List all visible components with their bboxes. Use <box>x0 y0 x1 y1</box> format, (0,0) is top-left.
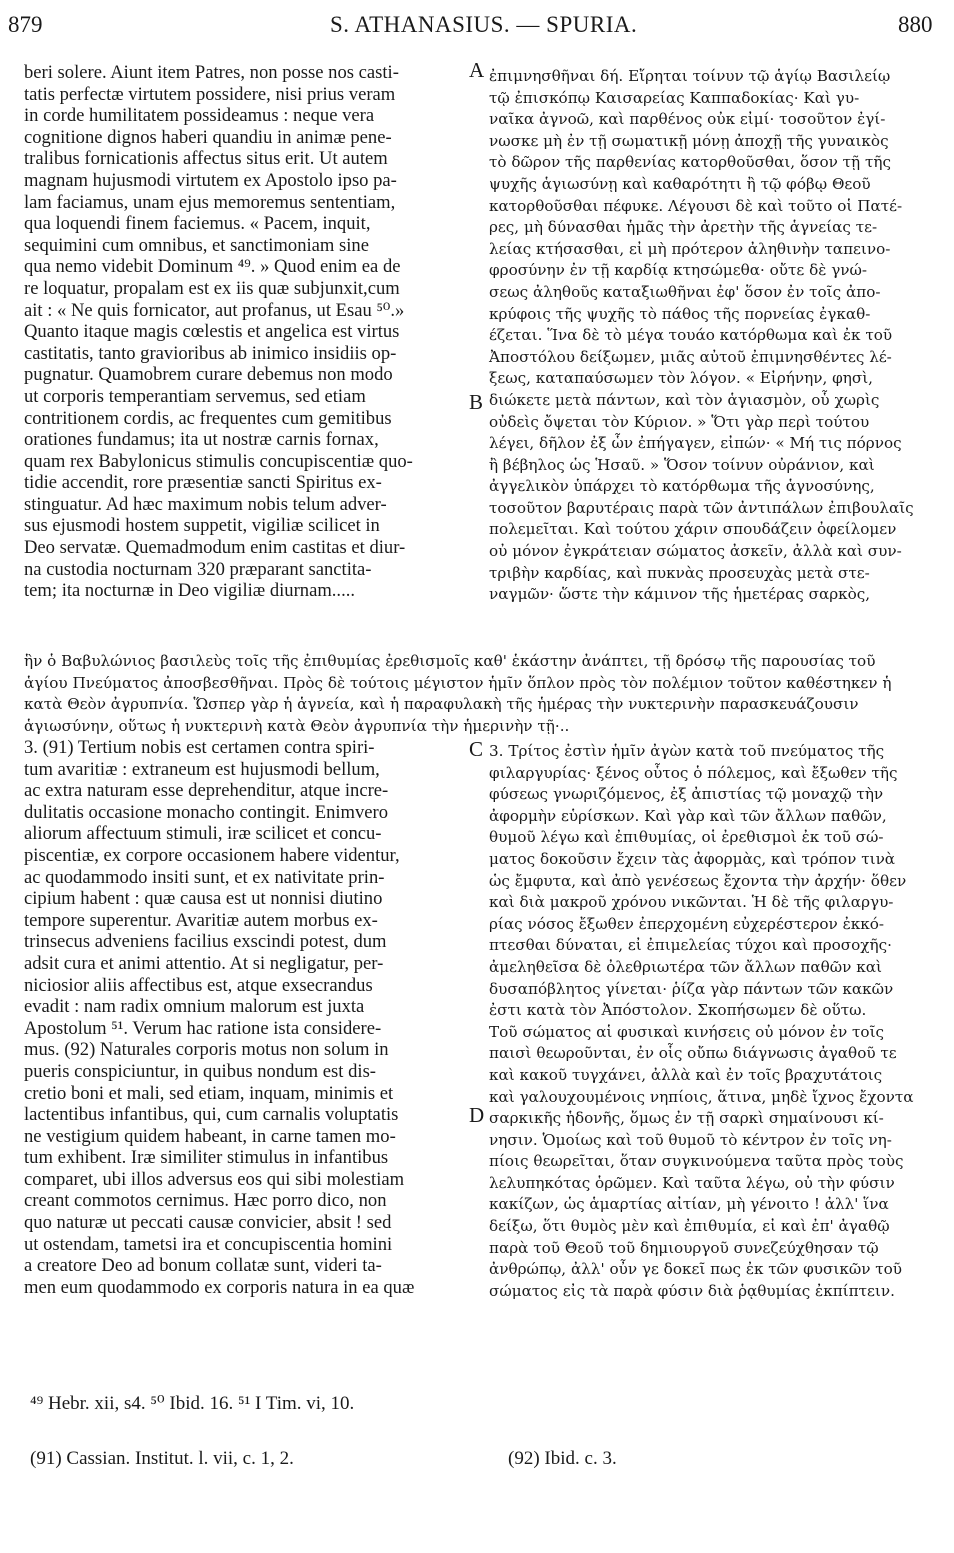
greek-line: ψυχῆς ἁγιωσύνῃ καὶ καθαρότητι ἢ τῷ φόβῳ Θεοῦ <box>489 174 871 193</box>
latin-line: adsit cura et animi attentio. At si negligatur, per- <box>24 952 384 974</box>
latin-line: lactentibus infantibus, qui, cum carnalis voluptatis <box>24 1104 399 1126</box>
greek-line: τῷ ἐπισκόπῳ Καισαρείας Καππαδοκίας· Καὶ γυ- <box>489 88 860 107</box>
latin-line: tatis perfectæ virtutem possidere, nisi prius veram <box>24 83 396 105</box>
scripture-footnotes: ⁴⁹ Hebr. xii, s4. ⁵⁰ Ibid. 16. ⁵¹ I Tim. vi, 10. <box>30 1393 355 1414</box>
latin-line: pueris conspiciuntur, in quibus nondum est dis- <box>24 1060 376 1082</box>
greek-line: σεως ἀληθοῦς καταξιωθῆναι ἐφ' ὅσον ἐν τοῖς ἀπο- <box>489 282 881 301</box>
latin-line: lam faciamus, unam ejus memoremus sententiam, <box>24 191 396 213</box>
latin-line: cognitione dignos haberi quandiu in animæ pene- <box>24 126 392 148</box>
greek-line: σαρκικῆς ἡδονῆς, ὅμως ἐν τῇ σαρκὶ σημαίνουσι κί- <box>489 1109 884 1128</box>
greek-line: δείξω, ὅτι θυμὸς μὲν καὶ ἐπιθυμία, εἰ καὶ ἐπ' ἀγαθῷ <box>489 1217 890 1236</box>
greek-line: κρύφοις τῆς ψυχῆς τὸ πάθος τῆς πορνείας ἐγκαθ- <box>489 304 871 323</box>
page-number-right: 880 <box>898 12 933 37</box>
latin-line: ut ostendam, tametsi ira et concupiscentia homini <box>24 1233 393 1255</box>
latin-line: cipium habent : quæ causa est ut nonnisi diutino <box>24 888 383 910</box>
greek-line: κακίζων, ὡς ἁμαρτίας αἰτίαν, μὴ γένοιτο ! ἀλλ' ἵνα <box>489 1195 889 1214</box>
greek-column-lower <box>489 741 933 1302</box>
latin-line: pugnatur. Quamobrem curare debemus non modo <box>24 364 393 386</box>
greek-line: ἐπιμνησθῆναι δή. Εἴρηται τοίνυν τῷ ἁγίῳ Βασιλείῳ <box>489 67 891 85</box>
latin-line: creant commotos cernimus. Hæc porro dico, non <box>24 1190 387 1212</box>
greek-line: 3. Τρίτος ἐστὶν ἡμῖν ἀγὼν κατὰ τοῦ πνεύματος τῆς <box>489 742 885 760</box>
latin-line: ac quodammodo insiti sunt, et ex nativitate prin- <box>24 866 385 888</box>
greek-line: καὶ γαλουχουμένοις νηπίοις, ἅτινα, μηδὲ ἴχνος ἔχοντα <box>489 1087 914 1106</box>
latin-line: dulitatis occasione monacho contingit. Enimvero <box>24 801 389 823</box>
greek-line: καὶ κακοῦ τυγχάνει, ἀλλὰ καὶ ἐν τοῖς βραχυτάτοις <box>489 1065 883 1084</box>
greek-line: τριβὴν καρδίας, καὶ πυκνὰς προσευχὰς μετὰ στε- <box>489 563 870 582</box>
latin-line: trinsecus adveniens facilius exscindi potest, dum <box>24 931 387 953</box>
latin-line: tralibus fornicationis affectus situs erit. Ut autem <box>24 148 388 170</box>
latin-line: contritionem cordis, ac frequentes cum gemitibus <box>24 407 392 429</box>
greek-line: ἢ βέβηλος ὡς Ἡσαῦ. » Ὅσον τοίνυν οὐράνιον, καὶ <box>489 455 875 474</box>
latin-line: aliorum affectuum stimuli, iræ scilicet et concu- <box>24 823 382 845</box>
greek-line: ἀγγελικὸν ὑπάρχει τὸ κατόρθωμα τῆς ἁγνοσύνης, <box>489 477 875 496</box>
latin-line: na custodia nocturnam 320 præparant sanctita- <box>24 558 372 580</box>
latin-line: evadit : nam radix omnium malorum est juxta <box>24 996 365 1018</box>
greek-line: οὐδεὶς ὄψεται τὸν Κύριον. » Ὅτι γὰρ περὶ τούτου <box>489 412 870 431</box>
greek-line: παισὶ θεωροῦνται, ἐν οἷς οὔπω διάγνωσις ἀγαθοῦ τε <box>489 1044 897 1063</box>
latin-line: sequimini cum omnibus, et sanctimoniam sine <box>24 234 369 256</box>
latin-line: mus. (92) Naturales corporis motus non solum in <box>24 1039 389 1061</box>
greek-line: ἀμεληθεῖσα δὲ ὀλεθριωτέρα τῶν ἄλλων παθῶν καὶ <box>489 957 882 976</box>
greek-line: νωσκε μὴ ἐν τῇ σωματικῇ μόνῃ ἀποχῇ τῆς γυναικὸς <box>489 131 889 150</box>
latin-line: quam rex Babylonicus stimulis concupiscentiæ quo- <box>24 450 413 472</box>
margin-marker-a: A <box>469 58 485 82</box>
greek-line: ἁγίου Πνεύματος ἀποσβεσθῆναι. Πρὸς δὲ τούτοις μέγιστον ἡμῖν ὅπλον πρὸς τὸν πολέμιον τοῦτον καθέστηκεν ἡ <box>24 673 892 692</box>
latin-line: comparet, ubi illos adversus eos qui sibi molestiam <box>24 1168 405 1190</box>
latin-line: Quanto itaque magis cœlestis et angelica est virtus <box>24 321 400 343</box>
greek-line: παρὰ τοῦ Θεοῦ τοῦ δημιουργοῦ συνεζεύχθησαν τῷ <box>489 1238 879 1257</box>
greek-line: έζεται. Ἵνα δὲ τὸ μέγα τουάο κατόρθωμα καὶ ἐκ τοῦ <box>489 326 893 345</box>
latin-line: 3. (91) Tertium nobis est certamen contra spiri- <box>24 737 375 758</box>
latin-line: Deo servatæ. Quemadmodum enim castitas et diur- <box>24 537 406 559</box>
greek-line: ναγμῶν· ὥστε τὴν κάμινον τῆς ἡμετέρας σαρκὸς, <box>489 585 871 604</box>
latin-line: magnam hujusmodi virtutem ex Apostolo ipso pa- <box>24 169 397 191</box>
latin-line: stinguatur. Ad hæc maximum nobis telum adver- <box>24 493 387 515</box>
latin-line: quo naturæ ut peccati causæ convicier, absit ! sed <box>24 1212 392 1234</box>
latin-line: ac extra naturam esse deprehenditur, atque incre- <box>24 780 389 802</box>
latin-line: Apostolum ⁵¹. Verum hac ratione ista considere- <box>24 1017 382 1039</box>
greek-line: ἁγιωσύνην, οὕτως ἡ νυκτερινὴ κατὰ Θεὸν ἀγρυπνία τὴν ἡμερινὴν τῇ·.. <box>24 716 570 735</box>
greek-line: δυσαπόβλητος γίνεται· ῥίζα γὰρ πάντων τῶν κακῶν <box>489 979 894 998</box>
greek-line: πίοις θεωρεῖται, ὅταν συγκινούμενα ταῦτα πρὸς τοὺς <box>489 1152 904 1171</box>
greek-line: Τοῦ σώματος αἱ φυσικαὶ κινήσεις οὐ μόνον ἐν τοῖς <box>489 1022 885 1041</box>
greek-line: ἀφορμὴν εὑρίσκων. Καὶ γὰρ καὶ τῶν ἄλλων παθῶν, <box>489 806 887 825</box>
greek-line: ἣν ὁ Βαβυλώνιος βασιλεὺς τοῖς τῆς ἐπιθυμίας ἐρεθισμοῖς καθ' ἑκάστην ἀνάπτει, τῇ δρόσῳ τῆς παρουσίας τοῦ <box>24 652 876 670</box>
greek-line: τοσοῦτον βαρυτέραις παρὰ τῶν ἀντιπάλων ἐπιβουλαῖς <box>489 498 914 517</box>
greek-line: λελυπηκότας ὁρῶμεν. Καὶ ταῦτα λέγω, οὐ τὴν φύσιν <box>489 1173 895 1192</box>
latin-line: tum exhibent. Iræ similiter stimulus in infantibus <box>24 1147 389 1169</box>
greek-line: πολεμεῖται. Καὶ τούτου χάριν σπουδάζειν ὀφείλομεν <box>489 520 897 539</box>
running-title: S. ATHANASIUS. — SPURIA. <box>330 12 638 37</box>
greek-line: διώκετε μετὰ πάντων, καὶ τὸν ἁγιασμὸν, οὗ χωρὶς <box>489 390 880 409</box>
latin-line: qua loquendi finem faciemus. « Pacem, inquit, <box>24 213 371 235</box>
latin-line: cretio boni et mali, sed etiam, inquam, minimis et <box>24 1082 394 1104</box>
margin-marker-b: B <box>469 390 484 414</box>
greek-line: ἀνθρώπῳ, ἀλλ' οὖν γε δοκεῖ πως ἐκ τῶν φυσικῶν τοῦ <box>489 1260 903 1279</box>
greek-line: ἐστι κατὰ τὸν Ἀπόστολον. Σκοπήσωμεν δὲ οὕτω. <box>489 1001 867 1020</box>
greek-line: οὐ μόνον ἐγκράτειαν σώματος ἀσκεῖν, ἀλλὰ καὶ συν- <box>489 542 902 561</box>
latin-line: orationes fundamus; ita ut nostræ carnis fornax, <box>24 429 379 451</box>
greek-line: ρες, μὴ δύνασθαι ἡμᾶς τὴν ἀρετὴν τῆς ἁγνείας τε- <box>489 218 878 237</box>
latin-column-lower <box>24 737 464 1298</box>
greek-column-upper <box>489 66 933 606</box>
greek-fullwidth-passage <box>24 651 934 737</box>
greek-line: τὸ δῶρον τῆς παρθενίας κατορθοῦσθαι, ὅσον τῇ τῆς <box>489 153 891 172</box>
latin-line: a creatore Deo ad bonum collatæ sunt, videri ta- <box>24 1255 382 1277</box>
latin-line: beri solere. Aiunt item Patres, non posse nos casti- <box>24 62 399 83</box>
greek-line: λείας κτήσασθαι, εἰ μὴ πρότερον ἀληθινὴν ταπεινο- <box>489 239 891 258</box>
greek-line: Ἀποστόλου δείξωμεν, μιᾶς αὐτοῦ ἐπιμνησθέντες λέ- <box>489 347 892 366</box>
greek-line: νησιν. Ὁμοίως καὶ τοῦ θυμοῦ τὸ κέντρον ἐν τοῖς νη- <box>489 1130 892 1149</box>
latin-line: ne vestigium quidem habeant, in carne tamen mo- <box>24 1125 396 1147</box>
latin-column-upper <box>24 62 464 602</box>
latin-line: niciosior aliis affectibus est, atque exsecrandus <box>24 974 373 996</box>
latin-line: qua nemo videbit Dominum ⁴⁹. » Quod enim ea de <box>24 256 401 278</box>
greek-line: φροσύνην ἐν τῇ καρδίᾳ κτησώμεθα· οὔτε δὲ γνώ- <box>489 261 868 280</box>
latin-line: ait : « Ne quis fornicator, aut profanus, ut Esau ⁵⁰.» <box>24 299 405 321</box>
latin-line: ut corporis temperantiam servemus, sed etiam <box>24 385 366 407</box>
latin-line: castitatis, tanto gravioribus ab inimico insidiis op- <box>24 342 397 364</box>
footnote-91: (91) Cassian. Institut. l. vii, c. 1, 2. <box>30 1448 294 1469</box>
latin-line: piscentiæ, ex corpore occasionem habere videntur, <box>24 844 400 866</box>
greek-line: ματος δοκοῦσιν ἔχειν τὰς ἀφορμὰς, καὶ τρόπον τινὰ <box>489 849 896 868</box>
latin-line: tum avaritiæ : extraneum est hujusmodi bellum, <box>24 758 380 780</box>
margin-marker-c: C <box>469 737 484 761</box>
greek-line: λέγει, δῆλον ἐξ ὧν ἐπήγαγεν, εἰπών· « Μή τις πόρνος <box>489 434 902 453</box>
latin-line: men eum quodammodo ex corporis natura in ea quæ <box>24 1276 415 1298</box>
greek-line: ὡς ἔμφυτα, καὶ ἀπὸ γενέσεως ἔχοντα τὴν ἀρχήν· ὅθεν <box>489 871 907 890</box>
greek-line: ρίας νόσος ἔξωθεν ἐπερχομένη εὐχερέστερον ἐκκό- <box>489 914 884 933</box>
latin-line: tem; ita nocturnæ in Deo vigiliæ diurnam..... <box>24 580 356 602</box>
footnote-92: (92) Ibid. c. 3. <box>508 1448 617 1469</box>
greek-line: ξεως, καταπαύσωμεν τὸν λόγον. « Εἰρήνην, φησὶ, <box>489 369 873 388</box>
greek-line: κατορθοῦσθαι πέφυκε. Λέγουσι δὲ καὶ τοῦτο οἱ Πατέ- <box>489 196 903 215</box>
page-number-left: 879 <box>8 12 43 37</box>
greek-line: σώματος εἰς τὰ παρὰ φύσιν διὰ ῥᾳθυμίας ἐκπίπτειν. <box>489 1281 895 1300</box>
greek-line: πτεσθαι δύναται, εἰ ἐπιμελείας τύχοι καὶ προσοχῆς· <box>489 936 892 955</box>
greek-line: φύσεως γνωριζόμενος, ἐξ ἀπιστίας τῷ μοναχῷ τὴν <box>489 785 884 804</box>
greek-line: θυμοῦ λέγω καὶ ἐπιθυμίας, οἱ ἐρεθισμοὶ ἐκ τοῦ σώ- <box>489 828 884 847</box>
greek-line: ναῖκα ἀγνοῶ, καὶ παρθένος οὐκ εἰμί· τοσοῦτον ἐγί- <box>489 110 886 129</box>
latin-line: in corde humilitatem possideamus : neque vera <box>24 105 375 127</box>
latin-line: sus ejusmodi hostem suppetit, vigiliæ scilicet in <box>24 515 380 537</box>
greek-line: φιλαργυρίας· ξένος οὗτος ὁ πόλεμος, καὶ ἔξωθεν τῆς <box>489 763 898 782</box>
greek-line: καὶ διὰ μακροῦ χρόνου νικῶνται. Ἡ δὲ τῆς φιλαργυ- <box>489 893 894 912</box>
latin-line: tempore superentur. Avaritiæ autem morbus ex- <box>24 909 378 931</box>
latin-line: re loquatur, propalam est ex iis quæ subjunxit,cum <box>24 277 400 299</box>
margin-marker-d: D <box>469 1103 485 1127</box>
latin-line: tidie accendit, rore præsentiæ sancti Spiritus ex- <box>24 472 382 494</box>
greek-line: κατὰ Θεὸν ἀγρυπνία. Ὥσπερ γὰρ ἡ ἁγνεία, καὶ ἡ παραφυλακὴ τῆς ἡμέρας τὴν νυκτερινὴν παρασκευάζουσιν <box>24 695 859 714</box>
